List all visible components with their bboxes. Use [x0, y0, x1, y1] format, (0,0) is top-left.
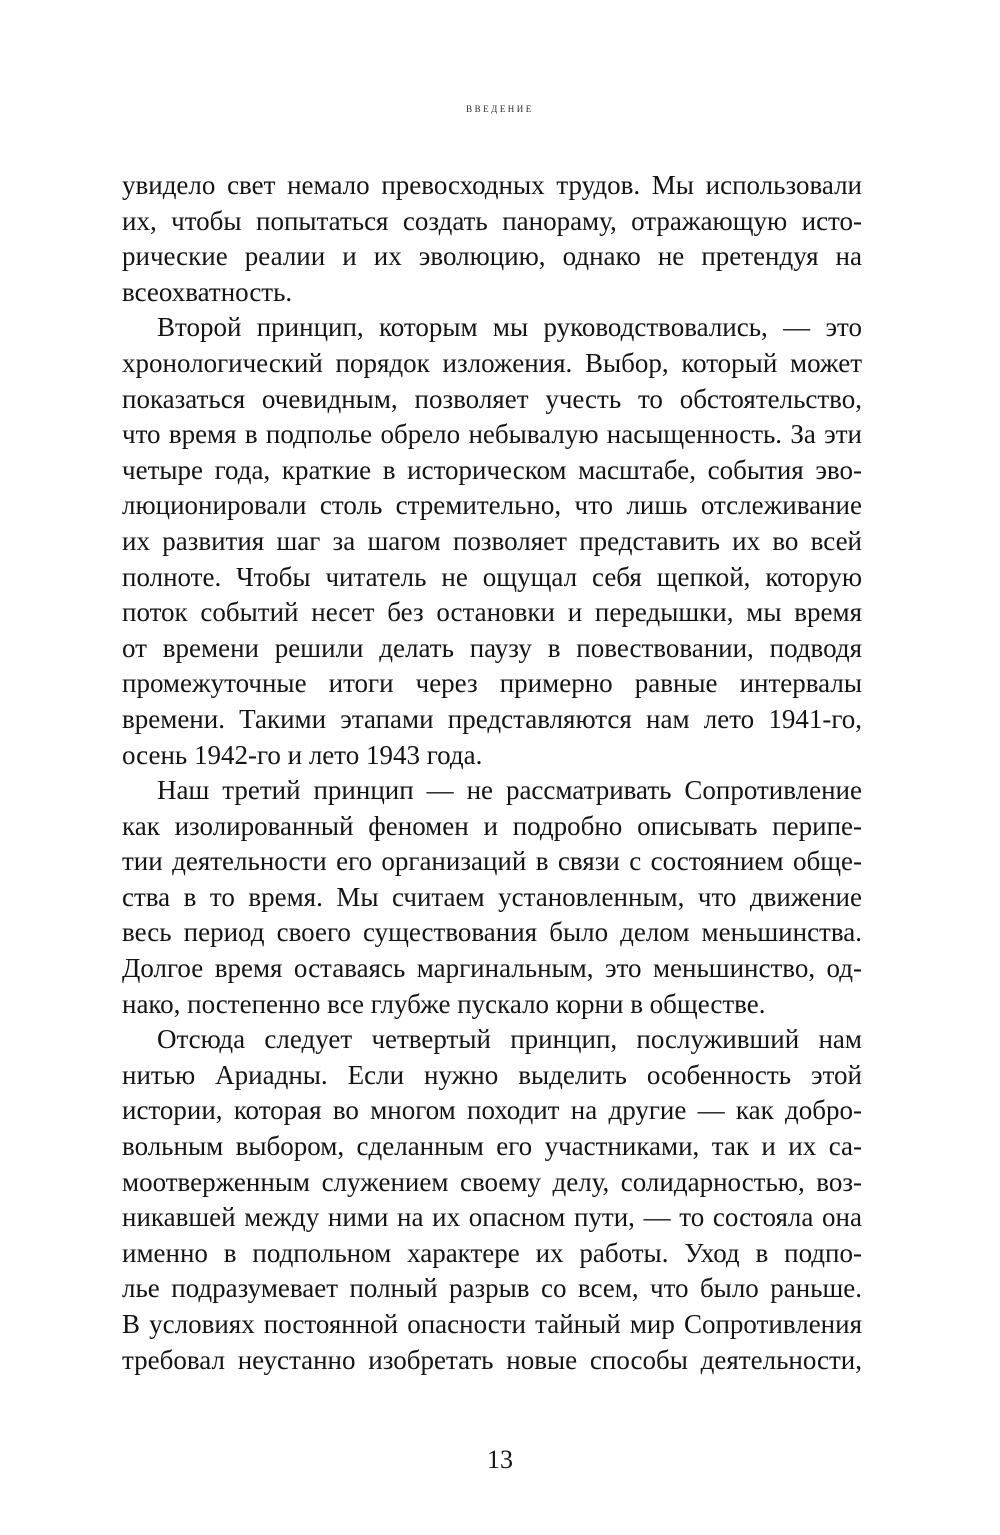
text-line: нако, постепенно все глубже пускало корни в обществе. — [122, 988, 766, 1019]
text-line: В условиях постоянной опасности тайный мир Сопротивления — [122, 1309, 862, 1339]
text-line: увидело свет немало превосходных трудов. Мы использовали — [122, 170, 862, 200]
text-line: от времени решили делать паузу в повествовании, подводя — [122, 632, 862, 663]
text-line: рические реалии и их эволюцию, однако не претендуя на — [122, 241, 862, 272]
body-text — [122, 168, 862, 1378]
text-line: полноте. Чтобы читатель не ощущал себя щепкой, которую — [122, 561, 862, 592]
text-line: Второй принцип, которым мы руководствовались, — это — [157, 312, 862, 343]
text-line: осень 1942-го и лето 1943 года. — [122, 739, 483, 770]
text-line: требовал неустанно изобретать новые способы деятельности, — [122, 1344, 862, 1375]
page-number: 13 — [487, 1445, 513, 1474]
text-line: как изолированный феномен и подробно описывать перипе- — [122, 810, 862, 841]
text-line: Наш третий принцип — не рассматривать Сопротивление — [157, 775, 862, 806]
text-line: Долгое время оставаясь маргинальным, это меньшинство, од- — [122, 953, 862, 984]
text-line: что время в подполье обрело небывалую насыщенность. За эти — [122, 419, 862, 450]
text-line: весь период своего существования было делом меньшинства. — [122, 917, 862, 948]
text-line: всеохватность. — [122, 276, 293, 307]
text-line: вольным выбором, сделанным его участниками, так и их са- — [122, 1131, 862, 1162]
text-line: хронологический порядок изложения. Выбор, который может — [122, 347, 862, 378]
text-line: люционировали столь стремительно, что лишь отслеживание — [122, 490, 862, 521]
text-line: никавшей между ними на их опасном пути, — то состояла она — [122, 1202, 862, 1233]
text-line: лье подразумевает полный разрыв со всем, что было раньше. — [122, 1273, 862, 1304]
text-line: четыре года, краткие в историческом масштабе, события эво- — [122, 454, 862, 485]
running-head: введение — [466, 101, 534, 115]
text-line: промежуточные итоги через примерно равные интервалы — [122, 668, 862, 699]
text-line: именно в подпольном характере их работы. Уход в подпо- — [122, 1237, 862, 1268]
text-line: показаться очевидным, позволяет учесть то обстоятельство, — [122, 383, 862, 414]
text-line: истории, которая во многом походит на другие — как добро- — [122, 1095, 862, 1126]
text-line: нитью Ариадны. Если нужно выделить особенность этой — [122, 1059, 862, 1090]
text-line: тии деятельности его организаций в связи с состоянием обще- — [122, 846, 862, 877]
text-line: времени. Такими этапами представляются нам лето 1941-го, — [122, 703, 862, 734]
text-line: ства в то время. Мы считаем установленным, что движение — [122, 881, 862, 912]
text-line: их, чтобы попытаться создать панораму, отражающую исто- — [122, 205, 862, 236]
text-line: их развития шаг за шагом позволяет представить их во всей — [122, 525, 862, 556]
text-line: Отсюда следует четвертый принцип, послуживший нам — [157, 1024, 862, 1055]
text-line: моотверженным служением своему делу, солидарностью, воз- — [122, 1166, 862, 1197]
text-line: поток событий несет без остановки и передышки, мы время — [122, 597, 862, 628]
